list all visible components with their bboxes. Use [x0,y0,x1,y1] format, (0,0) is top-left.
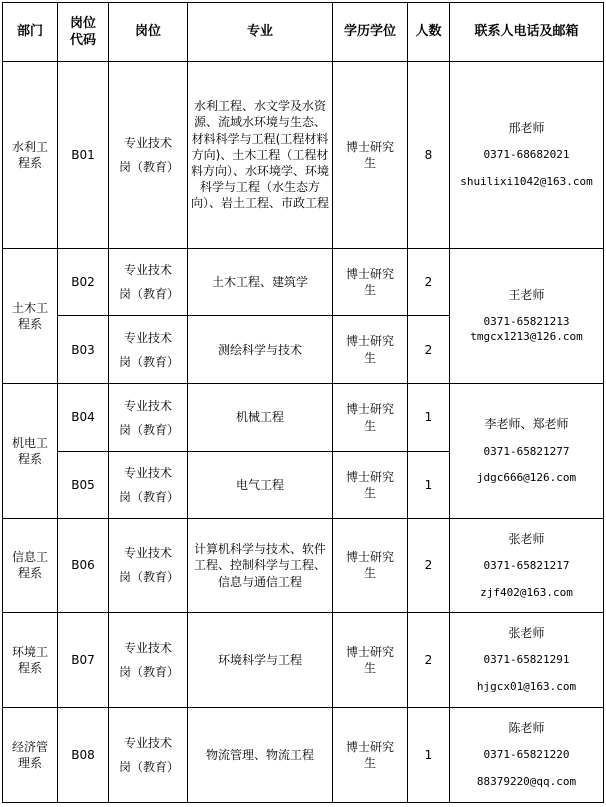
code-cell: B08 [58,708,109,803]
contact-name: 李老师、郑老师 [484,417,569,432]
contact-name: 张老师 [508,531,545,546]
count-cell: 8 [408,62,450,248]
contact-name: 陈老师 [508,721,545,736]
header-count: 人数 [408,3,450,62]
dept-cell: 水利工程系 [3,62,58,248]
table-row [3,519,604,613]
position-cell: 专业技术岗（教育） [109,612,188,708]
major-cell: 水利工程、水文学及水资源、流域水环境与生态、材料科学与工程(工程材料方向)、土木工程（工程材料方向）、水环境学、环境科学与工程（水生态方向）、岩土工程、市政工程 [188,62,333,248]
contact-phone: 0371-65821291 [483,653,570,667]
contact-name: 王老师 [508,287,545,302]
major-cell: 土木工程、建筑学 [188,248,333,315]
table-row [3,708,604,803]
code-cell: B05 [58,451,109,518]
header-contact: 联系人电话及邮箱 [450,3,604,62]
contact-cell [450,384,604,519]
degree-cell: 博士研究生 [333,315,408,383]
contact-email: zjf402@163.com [480,585,573,599]
contact-phone: 0371-68682021 [483,148,570,162]
position-cell: 专业技术岗（教育） [109,384,188,451]
dept-cell: 信息工程系 [3,519,58,613]
count-cell: 1 [408,451,450,518]
contact-cell [450,248,604,384]
position-cell: 专业技术岗（教育） [109,248,188,315]
contact-phone: 0371-65821277 [483,444,570,458]
dept-cell: 机电工程系 [3,384,58,519]
header-major: 专业 [188,3,333,62]
header-dept: 部门 [3,3,58,62]
code-cell: B07 [58,612,109,708]
dept-cell: 土木工程系 [3,248,58,384]
contact-phone: 0371-65821213 [483,315,570,329]
contact-name: 邢老师 [508,121,545,135]
count-cell: 2 [408,315,450,383]
code-cell: B02 [58,248,109,315]
contact-email: tmgcx1213@126.com [470,330,583,344]
code-cell: B01 [58,62,109,248]
header-degree: 学历学位 [333,3,408,62]
position-cell: 专业技术岗（教育） [109,451,188,518]
major-cell: 测绘科学与技术 [188,315,333,383]
count-cell: 1 [408,384,450,451]
contact-email: shuilixi1042@163.com [460,175,593,189]
contact-cell [450,519,604,613]
major-cell: 环境科学与工程 [188,612,333,708]
degree-cell: 博士研究生 [333,451,408,518]
count-cell: 2 [408,519,450,613]
contact-phone: 0371-65821220 [483,748,570,762]
recruitment-table [2,2,604,803]
position-cell: 专业技术岗（教育） [109,519,188,613]
contact-email: 88379220@qq.com [476,775,577,789]
major-cell: 计算机科学与技术、软件工程、控制科学与工程、信息与通信工程 [188,519,333,613]
header-code: 岗位代码 [58,3,109,62]
contact-cell [450,62,604,248]
code-cell: B03 [58,315,109,383]
table-row [3,612,604,708]
degree-cell: 博士研究生 [333,708,408,803]
header-row [3,3,604,62]
code-cell: B06 [58,519,109,613]
degree-cell: 博士研究生 [333,384,408,451]
major-cell: 物流管理、物流工程 [188,708,333,803]
contact-cell [450,708,604,803]
count-cell: 2 [408,612,450,708]
degree-cell: 博士研究生 [333,248,408,315]
table-row [3,248,604,315]
major-cell: 机械工程 [188,384,333,451]
count-cell: 2 [408,248,450,315]
degree-cell: 博士研究生 [333,62,408,248]
contact-email: hjgcx01@163.com [476,680,577,694]
count-cell: 1 [408,708,450,803]
degree-cell: 博士研究生 [333,519,408,613]
header-position: 岗位 [109,3,188,62]
position-cell: 专业技术岗（教育） [109,708,188,803]
contact-name: 张老师 [508,626,545,641]
table-row [3,62,604,248]
position-cell: 专业技术岗（教育） [109,62,188,248]
table-row [3,384,604,451]
dept-cell: 经济管理系 [3,708,58,803]
code-cell: B04 [58,384,109,451]
degree-cell: 博士研究生 [333,612,408,708]
contact-cell [450,612,604,708]
position-cell: 专业技术岗（教育） [109,315,188,383]
major-cell: 电气工程 [188,451,333,518]
contact-phone: 0371-65821217 [483,558,570,572]
dept-cell: 环境工程系 [3,612,58,708]
contact-email: jdgc666@126.com [476,471,577,485]
